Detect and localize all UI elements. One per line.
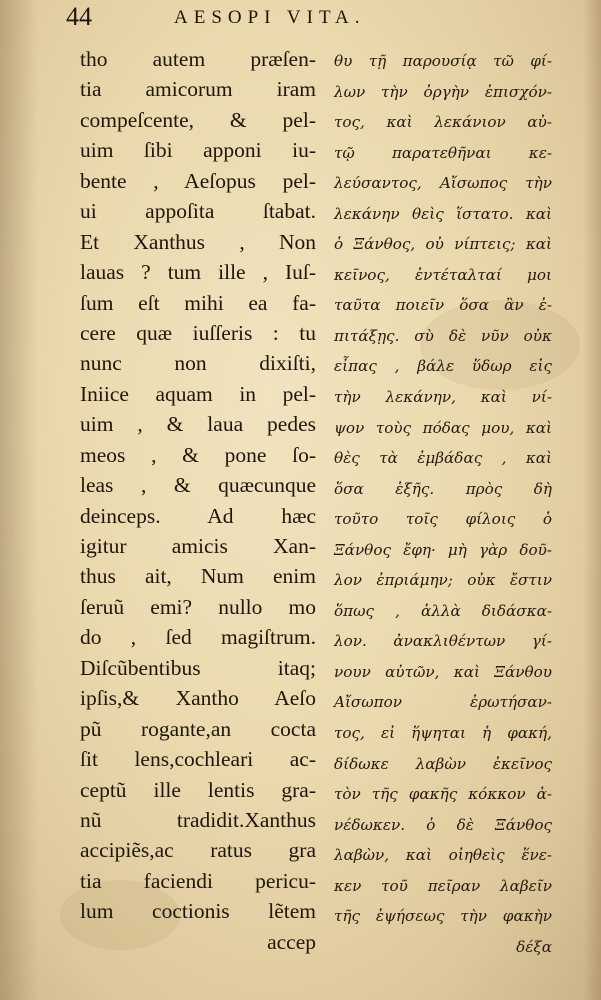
greek-line: τὴν λεκάνην, καὶ νί- — [334, 388, 552, 407]
greek-line: τος, εἰ ἥψηται ἡ φακή, — [334, 724, 552, 743]
greek-line: πιτάξῃς. σὺ δὲ νῦν οὐκ — [334, 326, 552, 345]
latin-line: ceptũ ille lentis gra- — [80, 777, 316, 802]
greek-text-column — [334, 46, 552, 962]
latin-line: uim ſibi apponi iu- — [80, 138, 316, 163]
greek-line: τῷ παρατεθῆναι κε- — [334, 143, 552, 162]
latin-line: Iniice aquam in pel- — [80, 381, 316, 406]
latin-line: do , ſed magiſtrum. — [80, 625, 316, 650]
latin-line: tia amicorum iram — [80, 77, 316, 102]
greek-line: ὅπως , ἀλλὰ διδάσκα- — [334, 601, 552, 620]
running-head: AESOPI VITA. — [174, 7, 366, 28]
latin-text-column — [80, 44, 316, 957]
greek-line: τῆς ἑψήσεως τὴν φακὴν — [334, 907, 552, 926]
page-header — [66, 2, 486, 34]
greek-line: ταῦτα ποιεῖν ὅσα ἂν ἐ- — [334, 296, 552, 315]
greek-line: τος, καὶ λεκάνιον αὐ- — [334, 113, 552, 132]
spine-shadow — [0, 0, 38, 1000]
greek-line: λων τὴν ὀργὴν ἐπισχόν- — [334, 82, 552, 101]
latin-line: tho autem præſen- — [80, 47, 316, 71]
greek-line: τοῦτο τοῖς φίλοις ὁ — [334, 510, 552, 529]
greek-line: θυ τῇ παρουσίᾳ τῶ φί- — [334, 52, 552, 70]
latin-line: pũ rogante,an cocta — [80, 716, 316, 741]
latin-line: nunc non dixiſti, — [80, 351, 316, 376]
greek-line: δέξα — [516, 937, 552, 956]
greek-line: ὁ Ξάνθος, οὐ νίπτεις; καὶ — [334, 235, 552, 254]
latin-line: thus ait, Num enim — [80, 564, 316, 589]
greek-line: νέδωκεν. ὁ δὲ Ξάνθος — [334, 815, 552, 834]
latin-line: bente , Aeſopus pel- — [80, 168, 316, 193]
page-edge-shadow — [583, 0, 601, 1000]
greek-line: λεκάνην θεὶς ἵστατο. καὶ — [334, 204, 552, 223]
page-number: 44 — [66, 2, 92, 31]
greek-line: δίδωκε λαβὼν ἐκεῖνος — [334, 754, 552, 773]
greek-line: λον ἐπριάμην; οὐκ ἔστιν — [334, 571, 552, 590]
greek-line: νουν αὐτῶν, καὶ Ξάνθου — [334, 662, 552, 681]
greek-line: λαβὼν, καὶ οἰηθεὶς ἕνε- — [334, 846, 552, 865]
latin-line: ſeruũ emi? nullo mo — [80, 594, 316, 619]
latin-line: tia faciendi pericu- — [80, 868, 316, 893]
greek-line: Αἴσωπον ἐρωτήσαν- — [334, 693, 552, 712]
latin-line: Et Xanthus , Non — [80, 229, 316, 254]
latin-line: ſit lens,cochleari ac- — [80, 747, 316, 772]
greek-line: κεῖνος, ἐντέταλταί μοι — [334, 265, 552, 284]
greek-line: θὲς τὰ ἐμβάδας , καὶ — [334, 449, 552, 468]
latin-line: leas , & quæcunque — [80, 473, 316, 498]
latin-line: deinceps. Ad hæc — [80, 503, 316, 528]
latin-line: accipiẽs,ac ratus gra — [80, 838, 316, 863]
greek-line: λεύσαντος, Αἴσωπος τὴν — [334, 174, 552, 193]
latin-line: cere quæ iuſſeris : tu — [80, 320, 316, 345]
latin-line: ſum eſt mihi ea fa- — [80, 290, 316, 315]
latin-line: uim , & laua pedes — [80, 412, 316, 437]
latin-line: lauas ? tum ille , Iuſ- — [80, 260, 316, 285]
greek-line: ὅσα ἑξῆς. πρὸς δὴ — [334, 479, 552, 498]
latin-line: meos , & pone ſo- — [80, 442, 316, 467]
greek-line: τὸν τῆς φακῆς κόκκον ἀ- — [334, 785, 552, 804]
greek-line: ψον τοὺς πόδας μου, καὶ — [334, 418, 552, 437]
latin-line: accep — [267, 929, 316, 954]
greek-line: εἶπας , βάλε ὕδωρ εἰς — [334, 357, 552, 376]
latin-line: igitur amicis Xan- — [80, 534, 316, 558]
greek-line: κεν τοῦ πεῖραν λαβεῖν — [334, 876, 552, 895]
latin-line: compeſcente, & pel- — [80, 107, 316, 132]
latin-line: ipſis,& Xantho Aeſo — [80, 686, 316, 711]
greek-line: Ξάνθος ἔφη· μὴ γὰρ δοῦ- — [334, 540, 552, 559]
greek-line: λον. ἀνακλιθέντων γί- — [334, 632, 552, 651]
latin-line: Diſcũbentibus itaq; — [80, 655, 316, 680]
latin-line: nũ tradidit.Xanthus — [80, 807, 316, 832]
latin-line: lum coctionis lẽtem — [80, 899, 316, 924]
latin-line: ui appoſita ſtabat. — [80, 199, 316, 224]
